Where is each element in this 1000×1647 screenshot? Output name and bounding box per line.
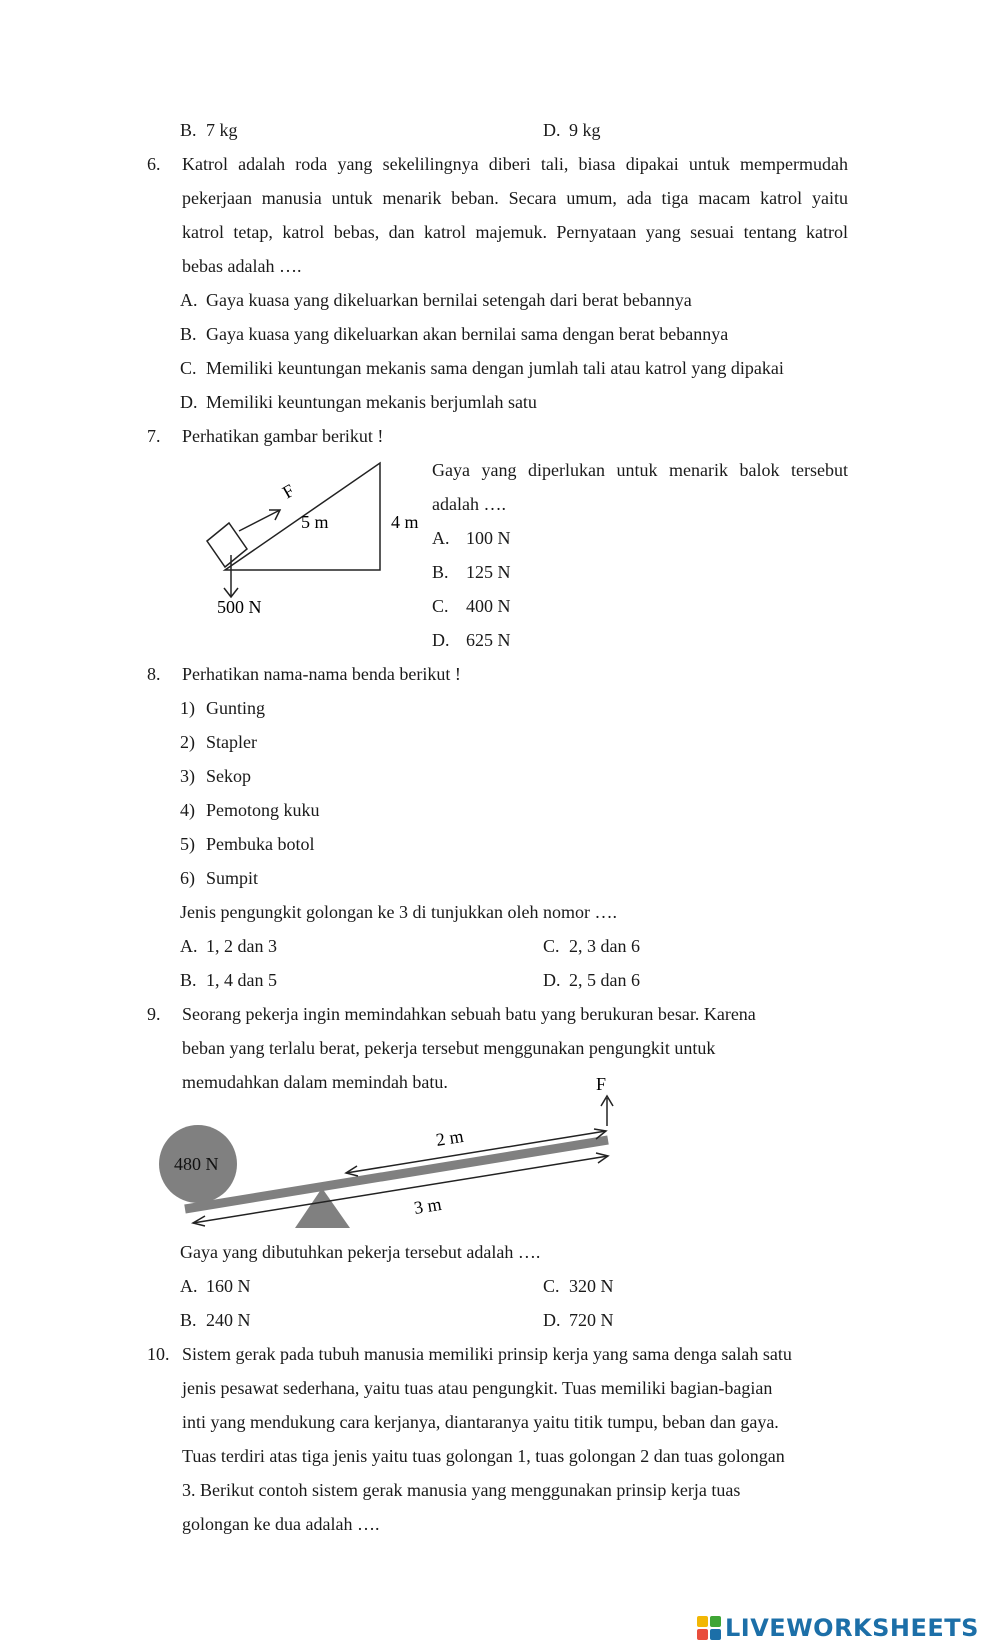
q10-number: 10. xyxy=(147,1344,170,1364)
q9-option-b[interactable]: B. 240 N xyxy=(180,1310,251,1330)
q8-list-item: 3) Sekop xyxy=(180,766,251,786)
q10-text-line: Sistem gerak pada tubuh manusia memiliki prinsip kerja yang sama denga salah satu xyxy=(182,1344,792,1364)
q8-list-item: 6) Sumpit xyxy=(180,868,259,888)
q8-option-b[interactable]: B. 1, 4 dan 5 xyxy=(180,970,277,990)
logo-text: LIVEWORKSHEETS xyxy=(725,1614,979,1642)
lever-force-label: F xyxy=(596,1074,607,1094)
q7-question-line: adalah …. xyxy=(432,494,506,514)
q9-option-c[interactable]: C. 320 N xyxy=(543,1276,614,1296)
force-label: F xyxy=(279,480,298,503)
short-arm-dimension-line xyxy=(346,1131,606,1173)
q9-text-line: memudahkan dalam memindah batu. xyxy=(182,1072,448,1092)
q7-number: 7. xyxy=(147,426,161,446)
q9-question: Gaya yang dibutuhkan pekerja tersebut adalah …. xyxy=(180,1242,541,1262)
force-arrow-line xyxy=(239,510,280,531)
q7-option-a[interactable]: A. 100 N xyxy=(432,528,511,548)
q8-prompt: Perhatikan nama-nama benda berikut ! xyxy=(182,664,461,684)
q6-option-a[interactable]: A. Gaya kuasa yang dikeluarkan bernilai setengah dari berat bebannya xyxy=(180,290,692,310)
q8-number: 8. xyxy=(147,664,161,684)
q9-text-line: beban yang terlalu berat, pekerja tersebut menggunakan pengungkit untuk xyxy=(182,1038,716,1058)
q6-number: 6. xyxy=(147,154,161,174)
q10-text-line: golongan ke dua adalah …. xyxy=(182,1514,380,1534)
inclined-plane-figure xyxy=(195,455,435,625)
q6-option-c[interactable]: C. Memiliki keuntungan mekanis sama dengan jumlah tali atau katrol yang dipakai xyxy=(180,358,784,378)
short-arm-label: 2 m xyxy=(434,1125,465,1150)
q8-option-d[interactable]: D. 2, 5 dan 6 xyxy=(543,970,640,990)
q5-option-b[interactable]: B. 7 kg xyxy=(180,120,238,140)
q6-text-line: bebas adalah …. xyxy=(182,256,302,276)
q9-number: 9. xyxy=(147,1004,161,1024)
q8-list-item: 1) Gunting xyxy=(180,698,266,718)
q7-question-line: Gaya yang diperlukan untuk menarik balok tersebut xyxy=(432,460,848,480)
slope-label: 5 m xyxy=(301,512,329,532)
q9-text-line: Seorang pekerja ingin memindahkan sebuah batu yang berukuran besar. Karena xyxy=(182,1004,756,1024)
height-label: 4 m xyxy=(391,512,419,532)
q8-list-item: 5) Pembuka botol xyxy=(180,834,315,854)
q6-option-d[interactable]: D. Memiliki keuntungan mekanis berjumlah satu xyxy=(180,392,537,412)
logo-square xyxy=(697,1616,708,1627)
q6-text-line: pekerjaan manusia untuk menarik beban. Secara umum, ada tiga macam katrol yaitu xyxy=(182,188,848,208)
q9-option-a[interactable]: A. 160 N xyxy=(180,1276,251,1296)
q6-text-line: Katrol adalah roda yang sekelilingnya diberi tali, biasa dipakai untuk mempermudah xyxy=(182,154,848,174)
q7-option-b[interactable]: B. 125 N xyxy=(432,562,511,582)
q5-option-d[interactable]: D. 9 kg xyxy=(543,120,601,140)
logo-square xyxy=(697,1629,708,1640)
load-label: 480 N xyxy=(174,1154,219,1174)
q8-list-item: 2) Stapler xyxy=(180,732,257,752)
q8-question: Jenis pengungkit golongan ke 3 di tunjukkan oleh nomor …. xyxy=(180,902,617,922)
q6-text-line: katrol tetap, katrol bebas, dan katrol majemuk. Pernyataan yang sesuai tentang katrol xyxy=(182,222,848,242)
logo-square xyxy=(710,1629,721,1640)
lever-figure xyxy=(150,1068,630,1238)
q8-list-item: 4) Pemotong kuku xyxy=(180,800,320,820)
weight-label: 500 N xyxy=(217,597,262,617)
q10-text-line: 3. Berikut contoh sistem gerak manusia yang menggunakan prinsip kerja tuas xyxy=(182,1480,741,1500)
q7-option-d[interactable]: D. 625 N xyxy=(432,630,511,650)
q7-option-c[interactable]: C. 400 N xyxy=(432,596,511,616)
logo-mark-icon xyxy=(697,1616,721,1640)
q10-text-line: jenis pesawat sederhana, yaitu tuas atau pengungkit. Tuas memiliki bagian-bagian xyxy=(182,1378,773,1398)
logo-square xyxy=(710,1616,721,1627)
q6-option-b[interactable]: B. Gaya kuasa yang dikeluarkan akan bernilai sama dengan berat bebannya xyxy=(180,324,729,344)
liveworksheets-logo[interactable] xyxy=(697,1614,979,1642)
q10-text-line: inti yang mendukung cara kerjanya, diantaranya yaitu titik tumpu, beban dan gaya. xyxy=(182,1412,779,1432)
q10-text-line: Tuas terdiri atas tiga jenis yaitu tuas golongan 1, tuas golongan 2 dan tuas golongan xyxy=(182,1446,785,1466)
lever-bar xyxy=(185,1140,608,1209)
long-arm-dimension-line xyxy=(193,1156,608,1223)
q9-option-d[interactable]: D. 720 N xyxy=(543,1310,614,1330)
long-arm-label: 3 m xyxy=(412,1193,443,1218)
q8-option-a[interactable]: A. 1, 2 dan 3 xyxy=(180,936,277,956)
q8-option-c[interactable]: C. 2, 3 dan 6 xyxy=(543,936,640,956)
q7-prompt: Perhatikan gambar berikut ! xyxy=(182,426,384,446)
